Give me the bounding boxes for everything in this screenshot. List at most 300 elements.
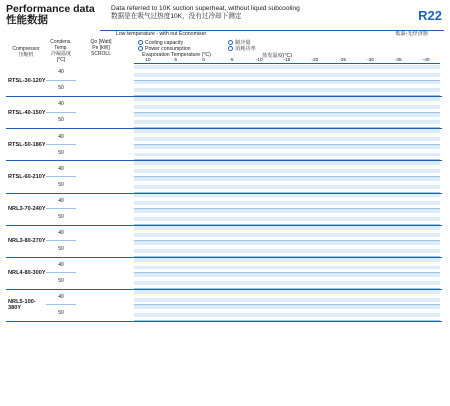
condensing-temps: [46, 65, 76, 96]
model-name: NRL4-80-300Y: [8, 270, 46, 277]
model-block: [6, 290, 442, 322]
table-cell: [384, 317, 412, 320]
table-cell: [357, 189, 385, 192]
row-labels: [116, 129, 134, 160]
condensing-temps: [46, 194, 76, 225]
table-cell: [357, 302, 385, 305]
table-cell: [245, 92, 273, 95]
condensing-temp: 40: [46, 161, 76, 177]
row-label: [116, 124, 134, 128]
band-left: Low temperature - with out Economiser: [116, 31, 207, 37]
condensing-temps: [46, 290, 76, 321]
circle-icon: [228, 40, 233, 45]
row-label: [116, 317, 134, 321]
table-cell: [357, 92, 385, 95]
page-title: [6, 4, 95, 26]
table-cell: [273, 237, 301, 240]
condensing-temp: 40: [46, 258, 76, 274]
cond-header-en: Condens. Temp.: [50, 39, 72, 51]
table-cell: [245, 141, 273, 144]
table-cell: [217, 205, 245, 208]
table-cell: [357, 221, 385, 224]
table-cell: [245, 205, 273, 208]
table-cell: [273, 253, 301, 256]
temp-header-cell: -30: [366, 58, 374, 63]
title-en: Performance data: [6, 3, 95, 15]
table-cell: [301, 285, 329, 288]
table-cell: [357, 109, 385, 112]
row-labels: [116, 97, 134, 128]
legend-power-zh: 消耗功率: [228, 46, 318, 52]
table-cell: [134, 205, 162, 208]
table-cell: [134, 173, 162, 176]
table-cell: [412, 156, 440, 159]
table-row: [134, 285, 440, 289]
temp-header-cell: -35: [394, 58, 402, 63]
table-cell: [217, 221, 245, 224]
subtitle: [111, 5, 300, 21]
table-cell: [357, 141, 385, 144]
table-cell: [301, 173, 329, 176]
table-cell: [134, 253, 162, 256]
spacer: [76, 290, 116, 321]
model-block: [6, 194, 442, 226]
table-cell: [190, 141, 218, 144]
table-cell: [162, 221, 190, 224]
spacer: [76, 161, 116, 192]
value-grid: [134, 65, 440, 96]
qo-header: Qo [Watt]: [90, 39, 112, 45]
table-cell: [162, 253, 190, 256]
temp-header-cell: -40: [422, 58, 430, 63]
table-cell: [190, 77, 218, 80]
table-cell: [134, 285, 162, 288]
table-cell: [245, 285, 273, 288]
table-cell: [273, 156, 301, 159]
qo-pe-header: [86, 39, 116, 57]
model-name: RTSL-50-186Y: [8, 141, 46, 148]
table-cell: [329, 156, 357, 159]
table-cell: [134, 124, 162, 127]
circle-icon: [138, 40, 143, 45]
temperature-header-row: [134, 58, 440, 64]
condensing-temp: 50: [58, 181, 64, 188]
table-cell: [329, 205, 357, 208]
table-cell: [162, 77, 190, 80]
table-cell: [190, 302, 218, 305]
condensing-temp: 40: [46, 290, 76, 306]
table-cell: [301, 156, 329, 159]
table-cell: [412, 285, 440, 288]
table-cell: [273, 124, 301, 127]
spacer: [76, 194, 116, 225]
condensing-temp: 50: [58, 245, 64, 252]
table-cell: [245, 253, 273, 256]
model-block: [6, 129, 442, 161]
row-label: [116, 221, 134, 225]
performance-table: [6, 65, 442, 322]
table-cell: [190, 269, 218, 272]
table-row: [134, 124, 440, 128]
condensing-temp: 40: [46, 97, 76, 113]
table-cell: [162, 205, 190, 208]
table-cell: [217, 92, 245, 95]
table-row: [134, 92, 440, 96]
temp-header-cell: 10: [145, 58, 151, 63]
table-cell: [273, 109, 301, 112]
condensing-temps: [46, 161, 76, 192]
spacer: [76, 97, 116, 128]
table-cell: [245, 302, 273, 305]
compressor-header-zh: 压缩机: [18, 52, 34, 58]
table-cell: [217, 237, 245, 240]
table-cell: [329, 141, 357, 144]
model-block: [6, 65, 442, 97]
table-cell: [245, 317, 273, 320]
table-cell: [329, 237, 357, 240]
table-cell: [412, 77, 440, 80]
table-row: [134, 317, 440, 321]
table-cell: [134, 237, 162, 240]
table-cell: [329, 92, 357, 95]
pe-header: Pe [kW]: [92, 45, 110, 51]
value-grid: [134, 161, 440, 192]
cond-header-unit: [°C]: [56, 57, 66, 63]
table-cell: [384, 302, 412, 305]
circle-icon: [138, 46, 143, 51]
model-name: NRL3-70-240Y: [8, 206, 46, 213]
row-label: [116, 156, 134, 160]
table-cell: [301, 317, 329, 320]
table-cell: [190, 173, 218, 176]
table-cell: [273, 302, 301, 305]
table-cell: [162, 92, 190, 95]
table-cell: [217, 189, 245, 192]
table-cell: [384, 92, 412, 95]
table-cell: [217, 173, 245, 176]
row-label: [116, 253, 134, 257]
table-cell: [190, 237, 218, 240]
table-cell: [412, 237, 440, 240]
row-labels: [116, 258, 134, 289]
compressor-header: [6, 46, 46, 58]
model-name: NRL3-80-270Y: [8, 238, 46, 245]
table-cell: [162, 269, 190, 272]
table-cell: [412, 173, 440, 176]
row-labels: [116, 161, 134, 192]
table-cell: [245, 77, 273, 80]
table-cell: [190, 205, 218, 208]
table-cell: [162, 302, 190, 305]
temp-header-cell: -20: [311, 58, 319, 63]
table-cell: [357, 237, 385, 240]
table-cell: [412, 317, 440, 320]
condensing-temp: 50: [58, 213, 64, 220]
table-cell: [301, 269, 329, 272]
legend-cooling-zh: 制冷量: [228, 40, 318, 46]
model-name: RTSL-30-120Y: [8, 77, 46, 84]
table-cell: [329, 189, 357, 192]
table-cell: [357, 173, 385, 176]
model-name: NRL5-100-380Y: [8, 299, 36, 312]
spacer: [76, 129, 116, 160]
table-cell: [217, 269, 245, 272]
band: [102, 31, 442, 38]
table-cell: [190, 189, 218, 192]
condensing-temps: [46, 226, 76, 257]
table-cell: [301, 189, 329, 192]
table-cell: [412, 124, 440, 127]
table-cell: [329, 317, 357, 320]
row-labels: [116, 226, 134, 257]
table-cell: [245, 124, 273, 127]
table-cell: [384, 269, 412, 272]
table-cell: [245, 269, 273, 272]
value-grid: [134, 194, 440, 225]
table-cell: [162, 173, 190, 176]
table-cell: [273, 221, 301, 224]
model-name: RTSL-40-150Y: [8, 109, 46, 116]
table-row: [134, 221, 440, 225]
table-cell: [357, 77, 385, 80]
table-cell: [301, 253, 329, 256]
table-cell: [134, 141, 162, 144]
table-cell: [384, 253, 412, 256]
table-cell: [329, 173, 357, 176]
table-cell: [329, 253, 357, 256]
table-cell: [273, 77, 301, 80]
cond-header-zh: 冷凝温度: [50, 51, 71, 57]
table-cell: [162, 124, 190, 127]
table-cell: [134, 77, 162, 80]
table-cell: [384, 109, 412, 112]
model-name: RTSL-60-210Y: [8, 173, 46, 180]
compressor-header-en: Compressor: [12, 46, 40, 52]
table-cell: [162, 156, 190, 159]
table-cell: [273, 205, 301, 208]
condensing-temps: [46, 258, 76, 289]
table-cell: [301, 77, 329, 80]
table-cell: [357, 285, 385, 288]
subtitle-zh: 数据是在吸气过热度10K，没有过冷却下测定: [111, 13, 242, 20]
table-cell: [357, 156, 385, 159]
table-cell: [245, 237, 273, 240]
table-row: [134, 253, 440, 257]
spacer: [76, 226, 116, 257]
table-cell: [384, 189, 412, 192]
row-labels: [116, 290, 134, 321]
table-row: [134, 189, 440, 193]
table-cell: [384, 237, 412, 240]
table-cell: [134, 156, 162, 159]
table-cell: [134, 269, 162, 272]
row-labels: [116, 194, 134, 225]
table-cell: [273, 141, 301, 144]
table-cell: [190, 317, 218, 320]
table-cell: [217, 109, 245, 112]
table-cell: [245, 156, 273, 159]
table-cell: [134, 317, 162, 320]
table-cell: [273, 92, 301, 95]
table-cell: [273, 269, 301, 272]
table-cell: [357, 253, 385, 256]
spacer: [76, 258, 116, 289]
table-cell: [217, 253, 245, 256]
model-block: [6, 161, 442, 193]
temp-header-cell: -10: [255, 58, 263, 63]
table-cell: [329, 285, 357, 288]
table-cell: [190, 221, 218, 224]
table-cell: [162, 109, 190, 112]
condensing-temp: 50: [58, 85, 64, 92]
table-cell: [301, 124, 329, 127]
table-cell: [301, 92, 329, 95]
table-cell: [329, 77, 357, 80]
table-cell: [162, 189, 190, 192]
table-cell: [217, 77, 245, 80]
condensing-temp: 50: [58, 310, 64, 317]
circle-icon: [228, 46, 233, 51]
table-cell: [190, 253, 218, 256]
condensing-temp: 50: [58, 278, 64, 285]
condensing-temp: 50: [58, 149, 64, 156]
table-cell: [357, 269, 385, 272]
value-grid: [134, 258, 440, 289]
row-labels: [116, 65, 134, 96]
band-right: 低温-无经济器: [395, 31, 428, 37]
table-cell: [329, 269, 357, 272]
spacer: [76, 65, 116, 96]
row-label: [116, 285, 134, 289]
legend: [138, 40, 318, 53]
table-cell: [412, 189, 440, 192]
table-cell: [357, 317, 385, 320]
evap-label-zh: 蒸发温度(°C): [262, 53, 293, 59]
table-cell: [301, 205, 329, 208]
table-cell: [329, 302, 357, 305]
value-grid: [134, 226, 440, 257]
table-cell: [162, 141, 190, 144]
table-cell: [217, 124, 245, 127]
title-zh: 性能数据: [6, 14, 48, 26]
row-label: [116, 189, 134, 193]
table-cell: [412, 253, 440, 256]
table-cell: [412, 269, 440, 272]
table-cell: [190, 124, 218, 127]
condensing-temp: 50: [58, 117, 64, 124]
value-grid: [134, 129, 440, 160]
condensing-temp: 40: [46, 226, 76, 242]
table-cell: [384, 124, 412, 127]
table-cell: [190, 92, 218, 95]
series-label: R22: [418, 8, 442, 23]
table-cell: [273, 189, 301, 192]
table-cell: [329, 124, 357, 127]
value-grid: [134, 97, 440, 128]
table-cell: [245, 173, 273, 176]
table-cell: [384, 77, 412, 80]
cond-header: [46, 39, 76, 63]
temp-header-cell: 5: [174, 58, 178, 63]
table-cell: [384, 173, 412, 176]
table-cell: [217, 302, 245, 305]
model-block: [6, 97, 442, 129]
subtitle-en: Data referred to 10K suction superheat, without liquid subcooling: [111, 5, 300, 12]
table-cell: [273, 285, 301, 288]
table-cell: [190, 156, 218, 159]
table-cell: [384, 156, 412, 159]
temp-header-cell: 0: [202, 58, 205, 63]
table-cell: [273, 173, 301, 176]
table-cell: [134, 109, 162, 112]
value-grid: [134, 290, 440, 321]
table-cell: [384, 141, 412, 144]
table-cell: [412, 205, 440, 208]
legend-power-en: Power consumption: [138, 46, 228, 52]
table-cell: [384, 285, 412, 288]
condensing-temp: 40: [46, 65, 76, 81]
evap-label: Evaporation Temperature (°C): [142, 52, 211, 58]
table-cell: [273, 317, 301, 320]
table-cell: [301, 302, 329, 305]
table-cell: [301, 221, 329, 224]
table-cell: [412, 221, 440, 224]
condensing-temp: 40: [46, 194, 76, 210]
table-cell: [301, 141, 329, 144]
table-cell: [162, 317, 190, 320]
table-cell: [329, 109, 357, 112]
legend-cooling-en: Cooling capacity: [138, 40, 228, 46]
model-block: [6, 258, 442, 290]
table-cell: [329, 221, 357, 224]
condensing-temp: 40: [46, 129, 76, 145]
table-cell: [162, 237, 190, 240]
model-block: [6, 226, 442, 258]
table-cell: [217, 141, 245, 144]
scroll-header: SCROLL: [90, 51, 111, 57]
row-label: [116, 92, 134, 96]
table-cell: [217, 156, 245, 159]
condensing-temps: [46, 129, 76, 160]
temp-header-cell: -5: [229, 58, 234, 63]
table-cell: [217, 285, 245, 288]
table-cell: [134, 189, 162, 192]
table-cell: [217, 317, 245, 320]
table-cell: [357, 205, 385, 208]
table-cell: [384, 221, 412, 224]
table-cell: [412, 109, 440, 112]
table-cell: [245, 221, 273, 224]
table-cell: [162, 285, 190, 288]
table-cell: [301, 237, 329, 240]
temp-header-cell: -15: [283, 58, 291, 63]
condensing-temps: [46, 97, 76, 128]
table-cell: [245, 109, 273, 112]
table-cell: [384, 205, 412, 208]
table-cell: [134, 302, 162, 305]
table-cell: [412, 92, 440, 95]
table-cell: [190, 285, 218, 288]
temp-header-cell: -25: [339, 58, 347, 63]
table-cell: [412, 141, 440, 144]
table-cell: [134, 221, 162, 224]
table-cell: [134, 92, 162, 95]
table-cell: [301, 109, 329, 112]
table-cell: [245, 189, 273, 192]
table-cell: [190, 109, 218, 112]
table-cell: [412, 302, 440, 305]
table-row: [134, 156, 440, 160]
